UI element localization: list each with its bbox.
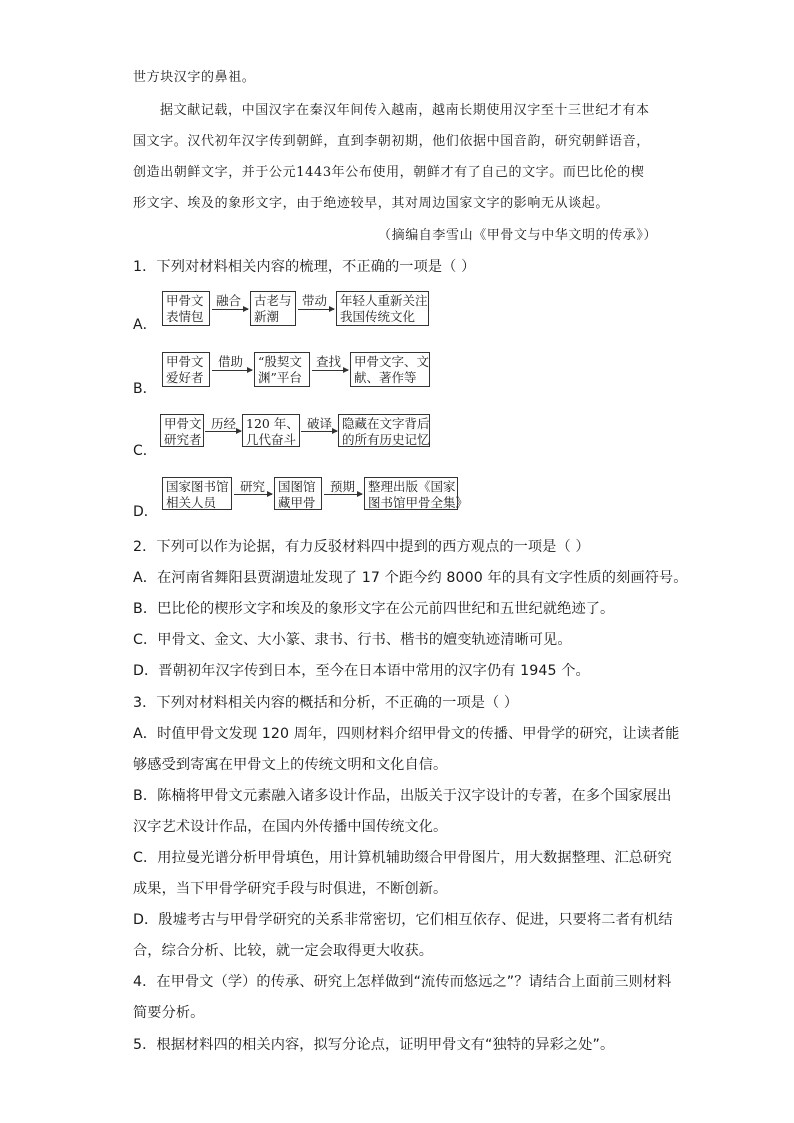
box-text: 整理出版《国家 xyxy=(368,479,456,494)
flow-box xyxy=(336,291,429,326)
passage-source: （摘编自李雪山《甲骨文与中华文明的传承》） xyxy=(378,228,658,243)
arrow-right-icon xyxy=(212,309,248,310)
question-2-stem: 2．下列可以作为论据，有力反驳材料四中提到的西方观点的一项是（ ） xyxy=(133,539,590,555)
passage-line: 世方块汉字的鼻祖。 xyxy=(133,70,256,85)
arrow-label: 查找 xyxy=(316,354,342,369)
arrow-right-icon xyxy=(212,370,252,371)
arrow-label: 历经 xyxy=(211,416,237,431)
flow-box xyxy=(364,477,469,510)
box-text: 甲骨文 xyxy=(164,416,202,431)
option-c-label: C． xyxy=(133,443,157,459)
flow-box xyxy=(254,352,310,387)
box-text: 我国传统文化 xyxy=(340,309,416,324)
box-text: 几代奋斗 xyxy=(246,432,297,447)
arrow-label: 破译 xyxy=(307,416,333,431)
question-1-stem: 1．下列对材料相关内容的梳理，不正确的一项是（ ） xyxy=(133,259,476,275)
box-text: 的所有历史记忆 xyxy=(342,432,430,447)
arrow-label: 研究 xyxy=(240,479,266,494)
arrow-label: 带动 xyxy=(302,293,328,308)
passage-line: 据文献记载，中国汉字在秦汉年间传入越南，越南长期使用汉字至十三世纪才有本 xyxy=(160,103,650,118)
question-3-option-a: A．时值甲骨文发现 120 周年，四则材料介绍甲骨文的传播、甲骨学的研究，让读者能 xyxy=(133,726,680,742)
question-2-option-a: A．在河南省舞阳县贾湖遗址发现了 17 个距今约 8000 年的具有文字性质的刻画符号。 xyxy=(133,570,688,586)
box-text: 120 年、 xyxy=(246,416,299,431)
box-text: 藏甲骨 xyxy=(278,495,316,510)
arrow-label: 融合 xyxy=(216,293,242,308)
arrow-right-icon xyxy=(301,431,337,432)
box-text: “殷契文 xyxy=(258,354,302,369)
flow-box xyxy=(162,352,210,387)
question-2-option-d: D．晋朝初年汉字传到日本，至今在日本语中常用的汉字仍有 1945 个。 xyxy=(133,663,590,679)
box-text: 甲骨文 xyxy=(166,354,204,369)
question-3-option-a-cont: 够感受到寄寓在甲骨文上的传统文明和文化自信。 xyxy=(133,757,448,773)
question-3-option-b-cont: 汉字艺术设计作品，在国内外传播中国传统文化。 xyxy=(133,819,448,835)
box-text: 甲骨文 xyxy=(166,293,204,308)
box-text: 古老与 xyxy=(254,293,292,308)
arrow-label: 预期 xyxy=(330,479,356,494)
box-text: 甲骨文字、文 xyxy=(354,354,430,369)
option-a-label: A． xyxy=(133,317,157,333)
question-3-option-c-cont: 成果，当下甲骨学研究手段与时俱进，不断创新。 xyxy=(133,881,448,897)
box-text: 研究者 xyxy=(164,432,202,447)
option-d-label: D． xyxy=(133,504,158,520)
arrow-right-icon xyxy=(324,494,362,495)
flow-box xyxy=(250,291,296,326)
flow-box xyxy=(338,414,430,447)
flow-box xyxy=(242,414,300,447)
box-text: 国图馆 xyxy=(278,479,316,494)
box-text: 新潮 xyxy=(254,309,280,324)
box-text: 图书馆甲骨全集》 xyxy=(368,495,469,510)
arrow-right-icon xyxy=(298,309,334,310)
box-text: 献、著作等 xyxy=(354,370,417,385)
flow-box xyxy=(350,352,430,387)
arrow-right-icon xyxy=(205,431,241,432)
question-2-option-b: B．巴比伦的楔形文字和埃及的象形文字在公元前四世纪和五世纪就绝迹了。 xyxy=(133,601,615,617)
flow-box xyxy=(274,477,322,510)
question-4-stem: 4．在甲骨文（学）的传承、研究上怎样做到“流传而悠远之”？请结合上面前三则材料 xyxy=(133,974,672,990)
question-5-stem: 5．根据材料四的相关内容，拟写分论点，证明甲骨文有“独特的异彩之处”。 xyxy=(133,1037,615,1053)
box-text: 爱好者 xyxy=(166,370,204,385)
arrow-right-icon xyxy=(312,370,348,371)
box-text: 相关人员 xyxy=(166,495,217,510)
box-text: 国家图书馆 xyxy=(166,479,229,494)
flow-box xyxy=(162,477,232,510)
question-3-stem: 3．下列对材料相关内容的概括和分析，不正确的一项是（ ） xyxy=(133,695,519,711)
question-3-option-d-cont: 合，综合分析、比较，就一定会取得更大收获。 xyxy=(133,943,434,959)
flow-box xyxy=(160,414,204,447)
passage-line: 形文字、埃及的象形文字，由于绝迹较早，其对周边国家文字的影响无从谈起。 xyxy=(133,196,610,211)
question-2-option-c: C．甲骨文、金文、大小篆、隶书、行书、楷书的嬗变轨迹清晰可见。 xyxy=(133,632,572,648)
question-3-option-b: B．陈楠将甲骨文元素融入诸多设计作品，出版关于汉字设计的专著，在多个国家展出 xyxy=(133,788,672,804)
box-text: 年轻人重新关注 xyxy=(340,293,428,308)
question-3-option-d: D．殷墟考古与甲骨学研究的关系非常密切，它们相互依存、促进，只要将二者有机结 xyxy=(133,912,673,928)
box-text: 渊”平台 xyxy=(258,370,302,385)
flow-box xyxy=(162,291,210,326)
arrow-right-icon xyxy=(234,494,272,495)
question-3-option-c: C．用拉曼光谱分析甲骨填色，用计算机辅助缀合甲骨图片，用大数据整理、汇总研究 xyxy=(133,850,672,866)
question-4-stem-cont: 简要分析。 xyxy=(133,1005,205,1021)
option-b-label: B． xyxy=(133,381,157,397)
box-text: 隐藏在文字背后 xyxy=(342,416,430,431)
box-text: 表情包 xyxy=(166,309,204,324)
passage-line: 创造出朝鲜文字，并于公元1443年公布使用，朝鲜才有了自己的文字。而巴比伦的楔 xyxy=(133,165,645,180)
passage-line: 国文字。汉代初年汉字传到朝鲜，直到李朝初期，他们依据中国音韵，研究朝鲜语音， xyxy=(133,134,650,149)
arrow-label: 借助 xyxy=(218,354,244,369)
